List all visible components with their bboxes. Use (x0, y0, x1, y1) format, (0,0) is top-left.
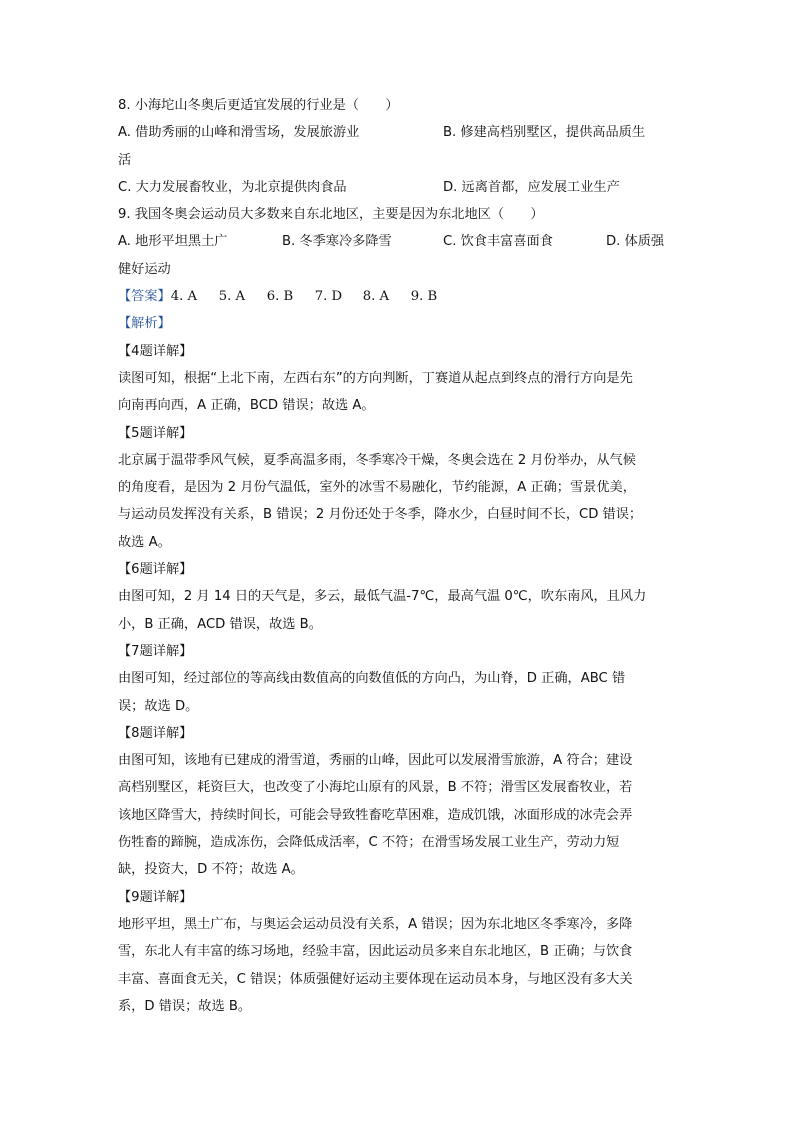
detail-line: 由图可知，经过部位的等高线由数值高的向数值低的方向凸，为山脊，D 正确，ABC 错 (118, 671, 626, 687)
detail-line: 高档别墅区，耗资巨大，也改变了小海坨山原有的风景，B 不符；滑雪区发展畜牧业，若 (118, 780, 633, 796)
detail-line: 系，D 错误；故选 B。 (118, 998, 252, 1014)
answer-label: 【答案】 (118, 289, 171, 305)
document-page (118, 92, 666, 1020)
detail-line: 由图可知，2 月 14 日的天气是，多云，最低气温-7℃，最高气温 0℃，吹东南风，且风力 (118, 589, 647, 605)
detail-heading: 【9题详解】 (118, 889, 193, 905)
answer-item: 9. B (410, 289, 438, 305)
q8-options-row-1 (118, 119, 666, 146)
detail-line: 地形平坦，黑土广布，与奥运会运动员没有关系，A 错误；因为东北地区冬季寒冷，多降 (118, 916, 633, 932)
q8-option-a: A. 借助秀丽的山峰和滑雪场，发展旅游业 (118, 125, 360, 141)
q9-stem: 9. 我国冬奥会运动员大多数来自东北地区，主要是因为东北地区（ ） (118, 207, 544, 223)
q9-option-d-cont: 健好运动 (118, 261, 171, 277)
detail-section (118, 420, 666, 556)
detail-line: 小，B 正确，ACD 错误，故选 B。 (118, 616, 322, 632)
detail-section (118, 720, 666, 884)
q8-stem: 8. 小海坨山冬奥后更适宜发展的行业是（ ） (118, 98, 399, 113)
detail-heading: 【8题详解】 (118, 725, 193, 741)
q8-option-b: B. 修建高档别墅区，提供高品质生 (443, 125, 646, 141)
answer-item: 4. A (170, 289, 198, 305)
detail-heading: 【4题详解】 (118, 343, 193, 359)
q8-option-b-cont: 活 (118, 152, 132, 168)
q9-options-row (118, 228, 666, 255)
q9-option-c: C. 饮食丰富喜面食 (443, 234, 553, 250)
detail-line: 读图可知，根据“上北下南，左西右东”的方向判断，丁赛道从起点到终点的滑行方向是先 (118, 370, 633, 386)
detail-line: 的角度看，是因为 2 月份气温低，室外的冰雪不易融化，节约能源，A 正确；雪景优美， (118, 480, 636, 496)
detail-line: 雪，东北人有丰富的练习场地，经验丰富，因此运动员多来自东北地区，B 正确；与饮食 (118, 944, 633, 960)
detail-line: 误；故选 D。 (118, 698, 199, 714)
detail-line: 该地区降雪大，持续时间长，可能会导致牲畜吃草困难，造成饥饿，冰面形成的冰壳会弄 (118, 807, 633, 823)
detail-line: 与运动员发挥没有关系，B 错误；2 月份还处于冬季，降水少，白昼时间不长，CD 错误； (118, 507, 643, 523)
answer-line (118, 283, 666, 310)
detail-line: 伤牲畜的蹄腕，造成冻伤，会降低成活率，C 不符；在滑雪场发展工业生产，劳动力短 (118, 835, 620, 851)
q8-option-c: C. 大力发展畜牧业，为北京提供肉食品 (118, 179, 347, 195)
detail-line: 北京属于温带季风气候，夏季高温多雨，冬季寒冷干燥，冬奥会选在 2 月份举办，从气候 (118, 452, 636, 468)
answer-item: 6. B (266, 289, 294, 305)
q9-option-b: B. 冬季寒冷多降雪 (282, 234, 392, 250)
detail-line: 由图可知，该地有已建成的滑雪道，秀丽的山峰，因此可以发展滑雪旅游，A 符合；建设 (118, 753, 633, 769)
answer-item: 7. D (314, 289, 343, 305)
detail-section (118, 556, 666, 638)
detail-line: 向南再向西，A 正确，BCD 错误；故选 A。 (118, 398, 375, 414)
detail-line: 丰富、喜面食无关，C 错误；体质强健好运动主要体现在运动员本身，与地区没有多大关 (118, 971, 633, 987)
detail-line: 缺，投资大，D 不符；故选 A。 (118, 862, 304, 878)
q9-option-d: D. 体质强 (606, 234, 665, 250)
answer-item: 8. A (362, 289, 390, 305)
q8-options-row-2 (118, 174, 666, 201)
detail-heading: 【5题详解】 (118, 425, 193, 441)
analysis-label: 【解析】 (118, 316, 171, 332)
detail-section (118, 884, 666, 1020)
detail-line: 故选 A。 (118, 534, 171, 550)
answer-item: 5. A (218, 289, 246, 305)
q9-option-a: A. 地形平坦黑土广 (118, 234, 228, 250)
detail-section (118, 638, 666, 720)
detail-heading: 【6题详解】 (118, 562, 193, 578)
detail-section (118, 338, 666, 420)
detail-heading: 【7题详解】 (118, 643, 193, 659)
q8-option-d: D. 远离首都，应发展工业生产 (443, 179, 620, 195)
